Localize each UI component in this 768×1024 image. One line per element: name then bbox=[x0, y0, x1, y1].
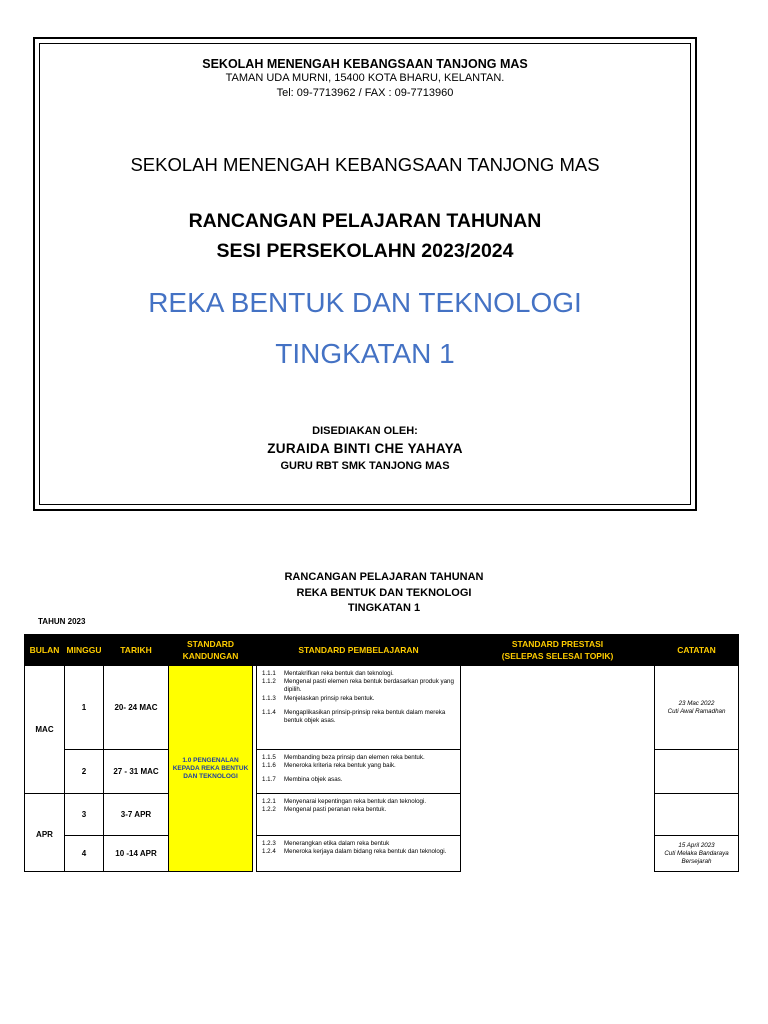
session-title: SESI PERSEKOLAHN 2023/2024 bbox=[216, 240, 514, 262]
note-line: Cuti Awal Ramadhan bbox=[667, 707, 726, 715]
performance-standard-cell bbox=[461, 794, 655, 836]
notes-cell bbox=[655, 836, 739, 872]
item-number: 1.2.4 bbox=[262, 848, 276, 856]
table-header-row bbox=[25, 635, 739, 666]
header-learning-standard: STANDARD PEMBELAJARAN bbox=[257, 635, 461, 666]
learning-item bbox=[262, 695, 457, 703]
header-content-standard bbox=[169, 635, 253, 666]
date-cell: 20- 24 MAC bbox=[104, 666, 169, 750]
learning-item bbox=[262, 678, 457, 694]
header-performance-standard-line2: (SELEPAS SELESAI TOPIK) bbox=[501, 651, 614, 661]
month-cell-apr: APR bbox=[25, 794, 65, 872]
header-content-standard-line2: KANDUNGAN bbox=[182, 651, 239, 661]
learning-item bbox=[262, 840, 457, 848]
note-line: 15 April 2023 bbox=[678, 841, 715, 849]
school-name-header: SEKOLAH MENENGAH KEBANGSAAN TANJONG MAS bbox=[202, 57, 528, 71]
performance-standard-cell bbox=[461, 666, 655, 750]
item-text: Mengaplikasikan prinsip-prinsip reka bentuk dalam mereka bentuk objek asas. bbox=[284, 708, 446, 725]
item-text: Membanding beza prinsip dan elemen reka bentuk. bbox=[284, 754, 425, 761]
note-line: Bersejarah bbox=[681, 857, 712, 865]
learning-standard-cell bbox=[257, 750, 461, 794]
performance-standard-cell bbox=[461, 836, 655, 872]
cover-inner-border bbox=[39, 43, 691, 505]
note-line: Cuti Melaka Bandaraya bbox=[664, 849, 729, 857]
content-standard-line1: 1.0 PENGENALAN bbox=[182, 756, 239, 764]
table-row bbox=[25, 836, 739, 872]
item-number: 1.1.5 bbox=[262, 754, 276, 761]
content-standard-line2: KEPADA REKA BENTUK bbox=[172, 764, 249, 772]
item-number: 1.1.7 bbox=[262, 776, 276, 784]
learning-item bbox=[262, 670, 457, 678]
learning-item bbox=[262, 798, 457, 806]
section-form: TINGKATAN 1 bbox=[347, 602, 421, 614]
item-text: Menjelaskan prinsip reka bentuk. bbox=[284, 694, 375, 702]
prepared-by-label: DISEDIAKAN OLEH: bbox=[312, 425, 418, 437]
header-performance-standard bbox=[461, 635, 655, 666]
subject-title: REKA BENTUK DAN TEKNOLOGI bbox=[148, 287, 582, 318]
table-row bbox=[25, 750, 739, 794]
item-number: 1.1.3 bbox=[262, 694, 276, 702]
plan-title: RANCANGAN PELAJARAN TAHUNAN bbox=[188, 210, 542, 232]
learning-item bbox=[262, 762, 457, 770]
content-standard-cell bbox=[169, 666, 253, 872]
header-content-standard-line1: STANDARD bbox=[186, 639, 235, 649]
school-name-large: SEKOLAH MENENGAH KEBANGSAAN TANJONG MAS bbox=[130, 154, 600, 175]
item-number: 1.1.6 bbox=[262, 762, 276, 770]
item-number: 1.2.1 bbox=[262, 798, 276, 805]
item-text: Mengenal pasti peranan reka bentuk. bbox=[284, 806, 387, 814]
teacher-role: GURU RBT SMK TANJONG MAS bbox=[280, 460, 450, 472]
item-text: Mengenal pasti elemen reka bentuk berdasarkan produk yang dipilih. bbox=[284, 678, 454, 694]
item-number: 1.1.1 bbox=[262, 670, 276, 677]
item-number: 1.1.2 bbox=[262, 678, 276, 686]
header-performance-standard-line1: STANDARD PRESTASI bbox=[511, 639, 604, 649]
notes-cell bbox=[655, 794, 739, 836]
month-cell-mac: MAC bbox=[25, 666, 65, 794]
note-line: 23 Mac 2022 bbox=[678, 699, 715, 707]
week-cell: 3 bbox=[65, 794, 104, 836]
date-cell: 27 - 31 MAC bbox=[104, 750, 169, 794]
form-level-title: TINGKATAN 1 bbox=[275, 338, 455, 369]
content-standard-line3: DAN TEKNOLOGI bbox=[183, 772, 238, 780]
week-cell: 4 bbox=[65, 836, 104, 872]
school-contact: Tel: 09-7713962 / FAX : 09-7713960 bbox=[276, 87, 454, 99]
header-notes: CATATAN bbox=[655, 635, 739, 666]
item-number: 1.2.3 bbox=[262, 840, 276, 847]
header-month: BULAN bbox=[25, 635, 65, 666]
header-date: TARIKH bbox=[104, 635, 169, 666]
item-text: Membina objek asas. bbox=[284, 776, 343, 784]
date-cell: 10 -14 APR bbox=[104, 836, 169, 872]
learning-standard-cell bbox=[257, 836, 461, 872]
performance-standard-cell bbox=[461, 750, 655, 794]
item-text: Meneroka kerjaya dalam bidang reka bentuk dan teknologi. bbox=[284, 848, 447, 856]
notes-cell bbox=[655, 750, 739, 794]
section-title: RANCANGAN PELAJARAN TAHUNAN bbox=[284, 571, 484, 583]
notes-cell bbox=[655, 666, 739, 750]
item-number: 1.1.4 bbox=[262, 708, 276, 716]
item-number: 1.2.2 bbox=[262, 806, 276, 814]
item-text: Meneroka kriteria reka bentuk yang baik. bbox=[284, 762, 396, 770]
item-text: Menyenarai kepentingan reka bentuk dan teknologi. bbox=[284, 798, 427, 805]
learning-item bbox=[262, 776, 457, 784]
learning-standard-cell bbox=[257, 794, 461, 836]
learning-item bbox=[262, 806, 457, 814]
header-week: MINGGU bbox=[65, 635, 104, 666]
item-text: Mentakrifkan reka bentuk dan teknologi. bbox=[284, 670, 394, 677]
learning-item bbox=[262, 709, 457, 725]
date-cell: 3-7 APR bbox=[104, 794, 169, 836]
lesson-plan-table bbox=[24, 634, 739, 872]
teacher-name: ZURAIDA BINTI CHE YAHAYA bbox=[267, 441, 463, 456]
week-cell: 1 bbox=[65, 666, 104, 750]
learning-standard-cell bbox=[257, 666, 461, 750]
item-text: Menerangkan etika dalam reka bentuk bbox=[284, 840, 390, 847]
learning-item bbox=[262, 848, 457, 856]
section-subject: REKA BENTUK DAN TEKNOLOGI bbox=[296, 587, 472, 599]
cover-box bbox=[33, 37, 697, 511]
week-cell: 2 bbox=[65, 750, 104, 794]
year-label: TAHUN 2023 bbox=[38, 617, 86, 626]
table-row bbox=[25, 794, 739, 836]
school-address: TAMAN UDA MURNI, 15400 KOTA BHARU, KELANTAN. bbox=[225, 72, 505, 84]
table-row bbox=[25, 666, 739, 750]
learning-item bbox=[262, 754, 457, 762]
